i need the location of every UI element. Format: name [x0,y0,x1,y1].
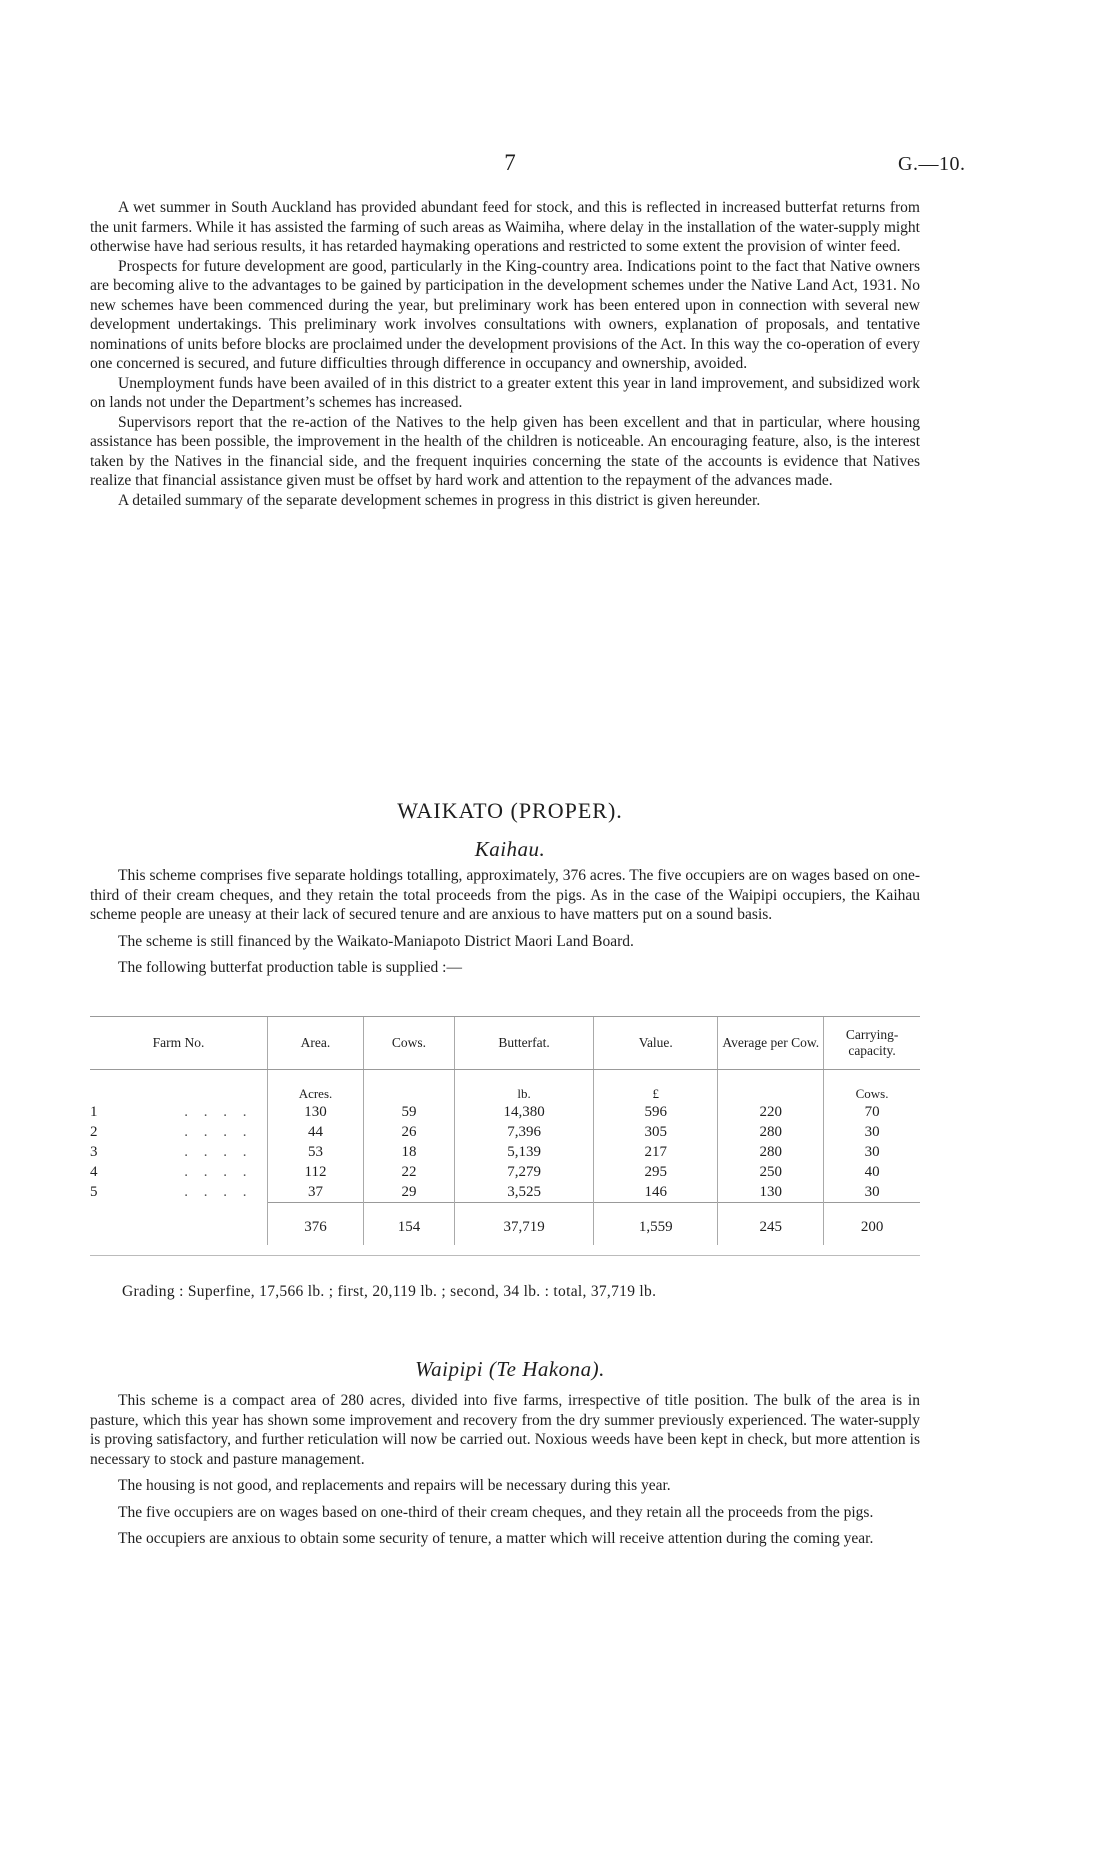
value-cell: 596 [594,1102,718,1122]
farm-no-cell [90,1182,268,1203]
col-value: Value. [594,1017,718,1070]
document-reference: G.—10. [898,153,966,175]
unit-cell: £ [594,1070,718,1103]
total-label-cell [90,1203,268,1246]
capacity-cell: 70 [824,1102,920,1122]
farm-no-cell [90,1122,268,1142]
kaihau-paragraph: This scheme comprises five separate holdings totalling, approximately, 376 acres. The five occupiers are on wages based on one-third of their cream cheques, and they retain the total proceeds from the pigs. As in the case of the Waipipi occupiers, the Kaihau scheme people are uneasy at their lack of secured tenure and are anxious to have matters put on a sound basis. [90,867,920,923]
table-row [90,1182,920,1203]
total-average: 245 [718,1203,824,1246]
intro-paragraph: Supervisors report that the re-action of the Natives to the help given has been excellent and that in particular, where housing assistance has been possible, the improvement in the health of the children is noticeable. An encouraging feature, also, is the interest taken by the Natives in the financial side, and the frequent inquiries concerning the state of the accounts is evidence that Natives realize that financial assistance given must be offset by hard work and attention to the repayment of the advances made. [90,413,920,489]
farm-number: 2 [90,1123,98,1140]
farm-number: 4 [90,1163,98,1180]
table-row [90,1142,920,1162]
table-total-row [90,1203,920,1246]
unit-cell [718,1070,824,1103]
kaihau-paragraph: The scheme is still financed by the Waikato-Maniapoto District Maori Land Board. [118,932,634,950]
area-cell: 53 [268,1142,364,1162]
capacity-cell: 30 [824,1142,920,1162]
butterfat-cell: 5,139 [455,1142,594,1162]
average-cell: 220 [718,1102,824,1122]
average-cell: 280 [718,1122,824,1142]
butterfat-cell: 7,279 [455,1162,594,1182]
table-row [90,1102,920,1122]
total-area: 376 [268,1203,364,1246]
leader-dots: . . . . [184,1163,253,1180]
farm-no-cell [90,1162,268,1182]
unit-cell [363,1070,454,1103]
waipipi-paragraph: The housing is not good, and replacements and repairs will be necessary during this year. [118,1477,671,1494]
kaihau-section [90,866,920,978]
butterfat-cell: 7,396 [455,1122,594,1142]
butterfat-cell: 14,380 [455,1102,594,1122]
area-cell: 37 [268,1182,364,1203]
cows-cell: 26 [363,1122,454,1142]
waipipi-section [90,1391,920,1549]
area-cell: 44 [268,1122,364,1142]
farm-number: 5 [90,1183,98,1200]
waipipi-heading: Waipipi (Te Hakona). [415,1357,605,1381]
butterfat-cell: 3,525 [455,1182,594,1203]
grading-note: Grading : Superfine, 17,566 lb. ; first, 20,119 lb. ; second, 34 lb. : total, 37,719 lb. [122,1283,657,1300]
leader-dots: . . . . [184,1103,253,1120]
value-cell: 305 [594,1122,718,1142]
total-capacity: 200 [824,1203,920,1246]
farm-number: 3 [90,1143,98,1160]
table-header-row [90,1017,920,1070]
col-butterfat: Butterfat. [455,1017,594,1070]
capacity-cell: 40 [824,1162,920,1182]
unit-cell: Cows. [824,1070,920,1103]
col-cows: Cows. [363,1017,454,1070]
intro-paragraph: A detailed summary of the separate development schemes in progress in this district is given hereunder. [118,491,761,509]
value-cell: 146 [594,1182,718,1203]
waipipi-paragraph: The occupiers are anxious to obtain some security of tenure, a matter which will receive attention during the coming year. [118,1530,874,1547]
section-title: WAIKATO (PROPER). [397,798,623,823]
average-cell: 250 [718,1162,824,1182]
waipipi-paragraph: This scheme is a compact area of 280 acres, divided into five farms, irrespective of title position. The bulk of the area is in pasture, which this year has shown some improvement and recovery from the dry summer previously experienced. The water-supply is proving satisfactory, and further reticulation will now be carried out. Noxious weeds have been kept in check, but more attention is necessary to stock and pasture management. [90,1392,920,1468]
col-carrying-capacity: Carrying-capacity. [824,1017,920,1070]
page-number: 7 [504,150,516,175]
cows-cell: 18 [363,1142,454,1162]
table-row [90,1122,920,1142]
intro-paragraph: A wet summer in South Auckland has provided abundant feed for stock, and this is reflected in increased butterfat returns from the unit farmers. While it has assisted the farming of such areas as Waimiha, where delay in the installation of the water-supply might otherwise have had serious results, it has retarded haymaking operations and restricted to some extent the provision of winter feed. [90,199,920,255]
unit-cell [90,1070,268,1103]
unit-cell: lb. [455,1070,594,1103]
cows-cell: 59 [363,1102,454,1122]
average-cell: 280 [718,1142,824,1162]
col-farm-no: Farm No. [90,1017,268,1070]
intro-section [90,198,920,510]
intro-paragraph: Prospects for future development are good, particularly in the King-country area. Indications point to the fact that Native owners are becoming alive to the advantages to be gained by participation in the development schemes under the Native Land Act, 1931. No new schemes have been commenced during the year, but preliminary work has been entered upon in connection with several new development undertakings. This preliminary work involves consultations with owners, explanation of proposals, and tentative nominations of units before blocks are proclaimed under the development provisions of the Act. In this way the co-operation of every one concerned is secured, and future difficulties through difference in occupancy and ownership, avoided. [90,257,920,372]
table-units-row [90,1070,920,1103]
table-bottom-rule [90,1245,920,1256]
table-row [90,1162,920,1182]
col-area: Area. [268,1017,364,1070]
average-cell: 130 [718,1182,824,1203]
col-average-per-cow: Average per Cow. [718,1017,824,1070]
value-cell: 217 [594,1142,718,1162]
unit-cell: Acres. [268,1070,364,1103]
farm-no-cell [90,1102,268,1122]
capacity-cell: 30 [824,1182,920,1203]
total-value: 1,559 [594,1203,718,1246]
butterfat-table [90,1016,920,1256]
total-cows: 154 [363,1203,454,1246]
farm-number: 1 [90,1103,98,1120]
farm-no-cell [90,1142,268,1162]
total-butterfat: 37,719 [455,1203,594,1246]
kaihau-paragraph: The following butterfat production table is supplied :— [118,959,462,976]
intro-paragraph: Unemployment funds have been availed of in this district to a greater extent this year in land improvement, and subsidized work on lands not under the Department’s schemes has increased. [90,374,920,411]
leader-dots: . . . . [184,1143,253,1160]
capacity-cell: 30 [824,1122,920,1142]
leader-dots: . . . . [184,1183,253,1200]
cows-cell: 29 [363,1182,454,1203]
leader-dots: . . . . [184,1123,253,1140]
cows-cell: 22 [363,1162,454,1182]
area-cell: 112 [268,1162,364,1182]
value-cell: 295 [594,1162,718,1182]
waipipi-paragraph: The five occupiers are on wages based on one-third of their cream cheques, and they retain all the proceeds from the pigs. [118,1503,874,1521]
area-cell: 130 [268,1102,364,1122]
kaihau-heading: Kaihau. [474,837,546,861]
